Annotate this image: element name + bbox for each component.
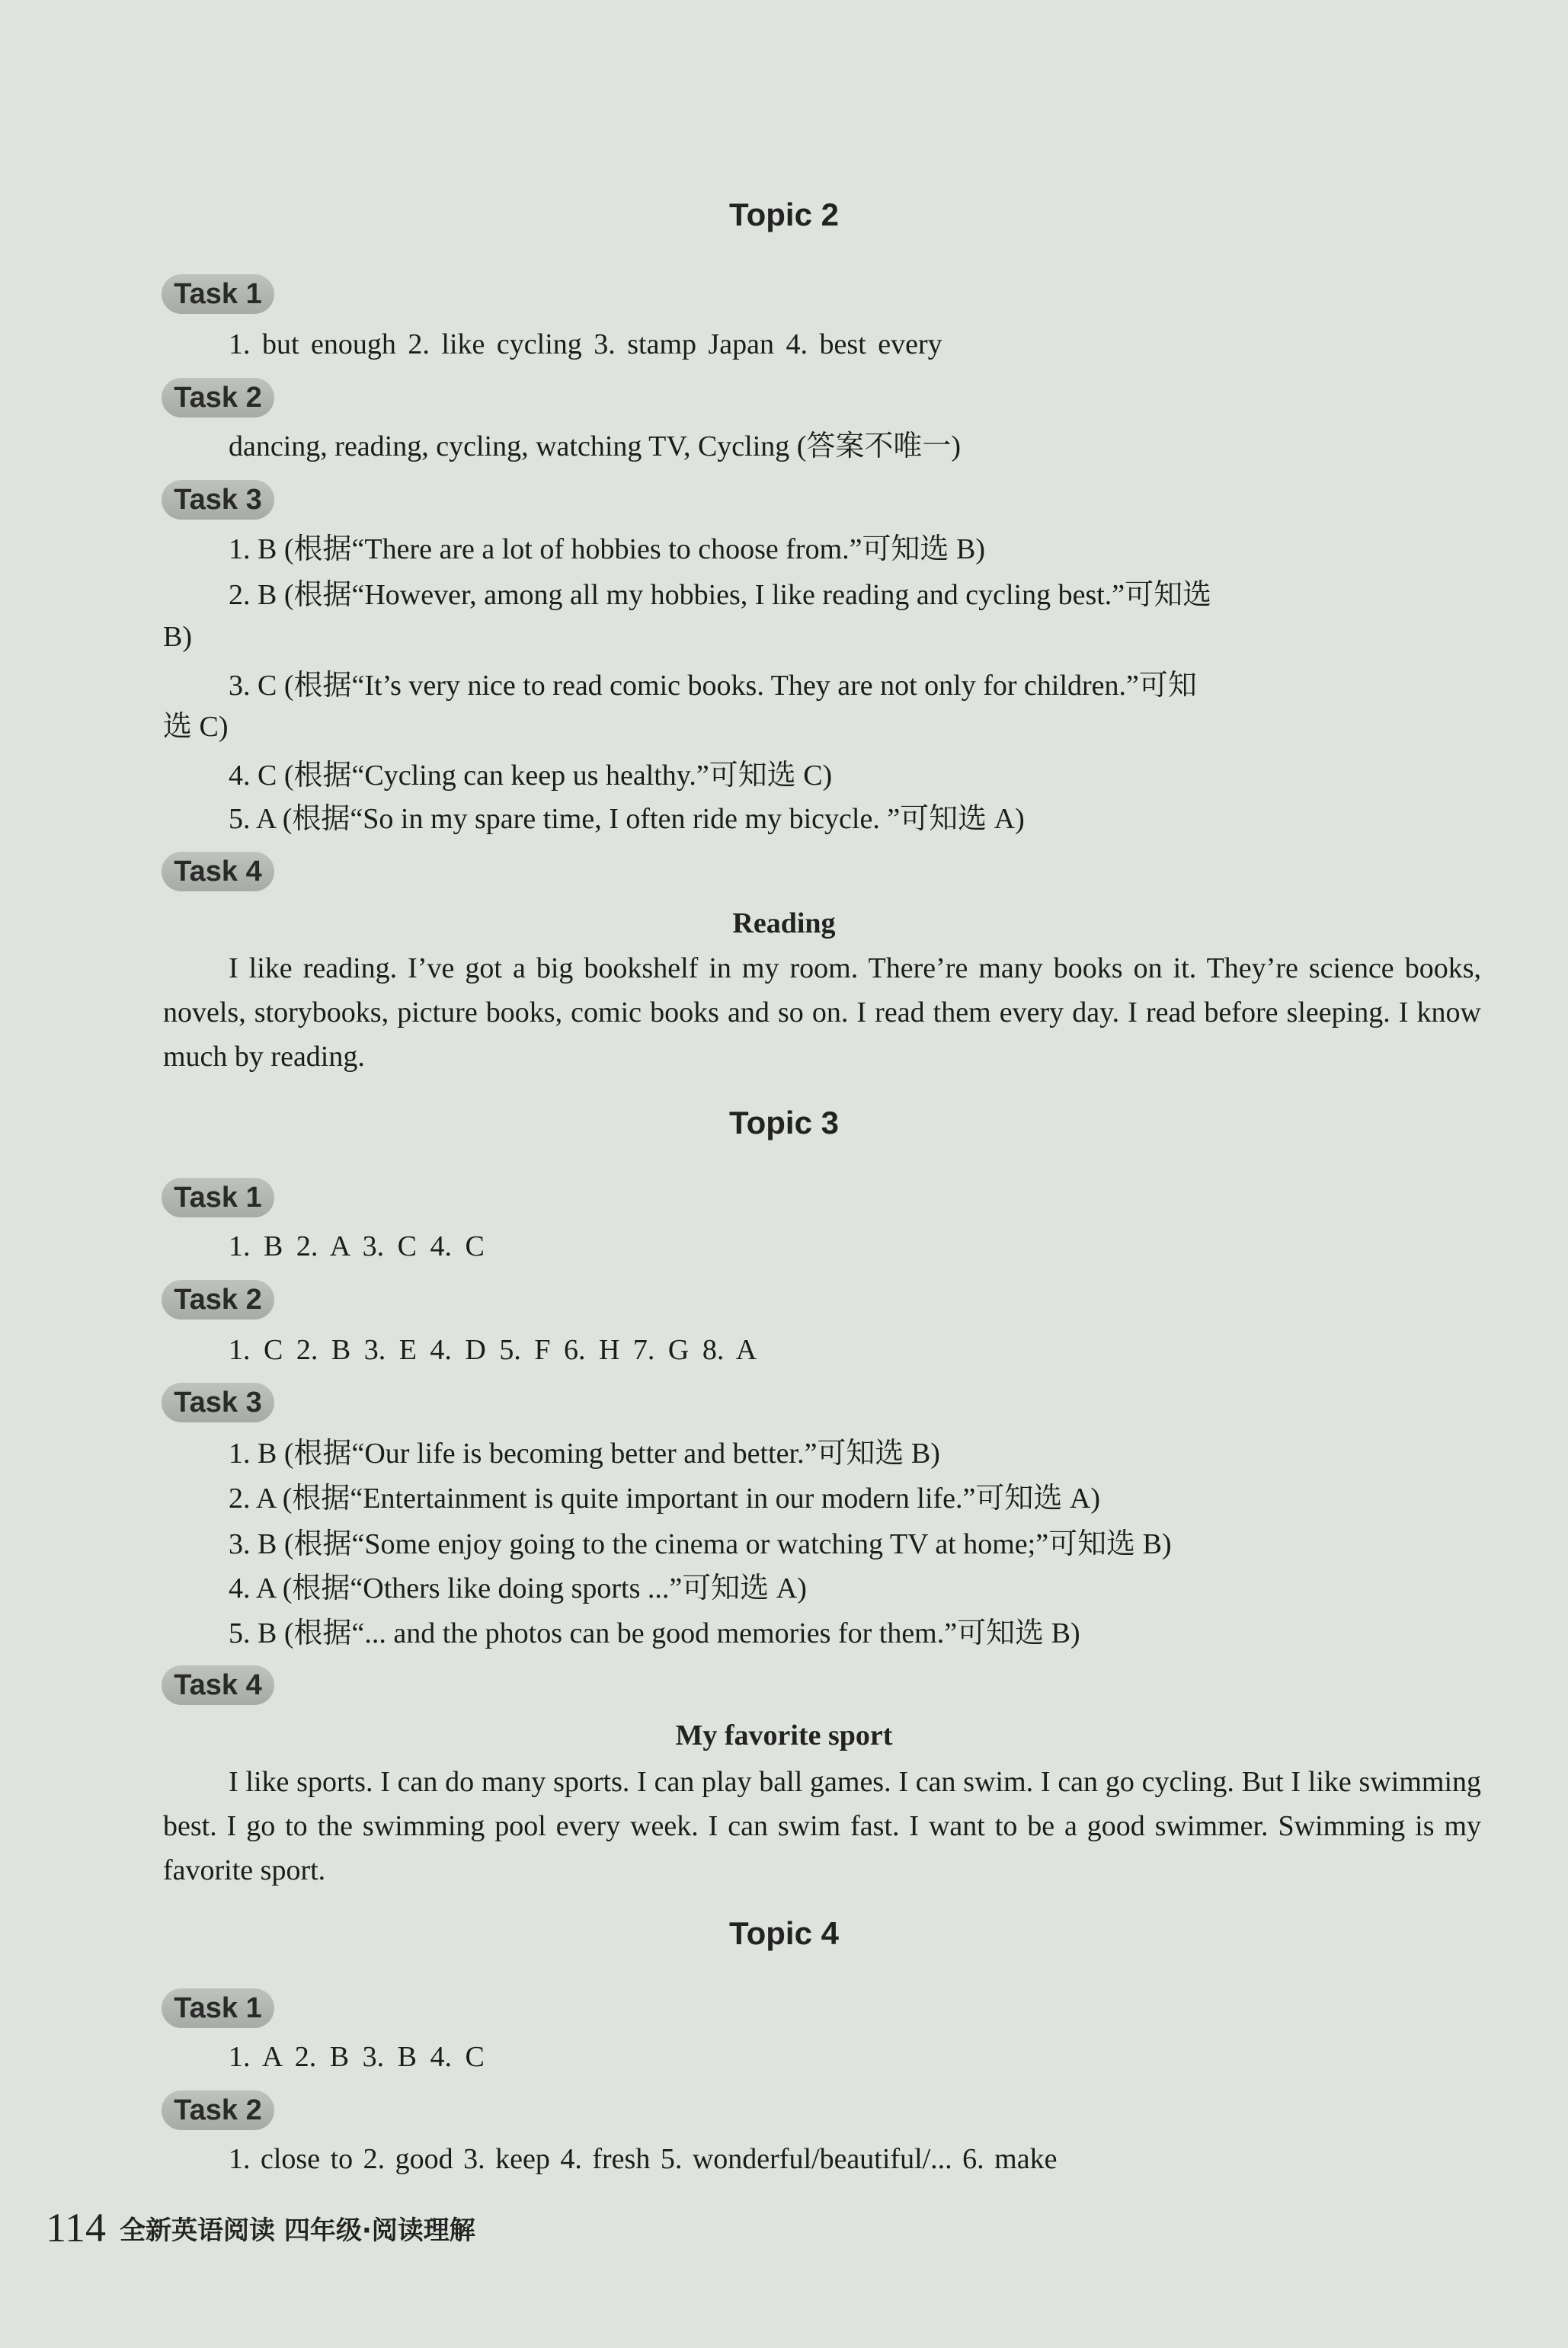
topic-2-task-4-badge: Task 4 <box>162 852 274 891</box>
reading-essay-text: I like reading. I’ve got a big bookshelf in my room. There’re many books on it. They’re science books, novels, storybooks, picture books, comic books and so on. I read them every day. I read before sleeping. I know much by reading. <box>163 952 1481 1073</box>
reading-essay-title: Reading <box>732 907 836 939</box>
topic-3-task-3-line-3: 3. B (根据“Some enjoy going to the cinema or watching TV at home;”可知选 B) <box>229 1528 1172 1560</box>
topic-3-task-3-line-4: 4. A (根据“Others like doing sports ...”可知选 A) <box>229 1572 807 1604</box>
topic-2-task-1-badge: Task 1 <box>162 274 274 314</box>
topic-3-task-2-answer: 1. C 2. B 3. E 4. D 5. F 6. H 7. G 8. A <box>229 1334 757 1366</box>
book-title: 全新英语阅读 四年级·阅读理解 <box>120 2215 475 2246</box>
topic-3-task-1-answer: 1. B 2. A 3. C 4. C <box>229 1230 485 1262</box>
topic-4-title: Topic 4 <box>729 1915 839 1951</box>
reading-essay <box>163 946 1481 1079</box>
my-favorite-sport-essay <box>163 1760 1481 1892</box>
topic-2-task-3-line-3-cont: 选 C) <box>163 711 229 743</box>
topic-2-task-2-badge: Task 2 <box>162 378 274 417</box>
topic-3-task-4-badge: Task 4 <box>162 1665 274 1705</box>
page-number: 114 <box>46 2205 106 2250</box>
topic-2-task-1-answer: 1. but enough 2. like cycling 3. stamp Japan 4. best every <box>229 328 942 360</box>
topic-2-task-3-line-5: 5. A (根据“So in my spare time, I often ride my bicycle. ”可知选 A) <box>229 803 1025 835</box>
my-favorite-sport-text: I like sports. I can do many sports. I can play ball games. I can swim. I can go cycling. But I like swimming best. I go to the swimming pool every week. I can swim fast. I want to be a good swimmer. Swimming is my favorite sport. <box>163 1766 1481 1886</box>
topic-3-task-3-line-1: 1. B (根据“Our life is becoming better and better.”可知选 B) <box>229 1438 940 1470</box>
topic-4-task-1-badge: Task 1 <box>162 1988 274 2028</box>
topic-3-task-1-badge: Task 1 <box>162 1178 274 1217</box>
topic-4-task-1-answer: 1. A 2. B 3. B 4. C <box>229 2041 485 2073</box>
topic-2-task-3-line-3: 3. C (根据“It’s very nice to read comic books. They are not only for children.”可知 <box>229 670 1197 702</box>
topic-2-task-3-line-1: 1. B (根据“There are a lot of hobbies to choose from.”可知选 B) <box>229 533 986 565</box>
topic-2-title: Topic 2 <box>729 197 839 232</box>
topic-3-task-3-line-2: 2. A (根据“Entertainment is quite important in our modern life.”可知选 A) <box>229 1483 1100 1515</box>
topic-2-task-3-line-4: 4. C (根据“Cycling can keep us healthy.”可知选 C) <box>229 760 833 792</box>
my-favorite-sport-title: My favorite sport <box>675 1719 893 1751</box>
topic-3-task-3-line-5: 5. B (根据“... and the photos can be good memories for them.”可知选 B) <box>229 1617 1080 1649</box>
topic-2-task-2-answer: dancing, reading, cycling, watching TV, Cycling (答案不唯一) <box>229 430 962 462</box>
topic-2-task-3-badge: Task 3 <box>162 480 274 520</box>
topic-3-task-2-badge: Task 2 <box>162 1280 274 1320</box>
topic-4-task-2-answer: 1. close to 2. good 3. keep 4. fresh 5. wonderful/beautiful/... 6. make <box>229 2143 1058 2175</box>
topic-3-task-3-badge: Task 3 <box>162 1383 274 1422</box>
page-footer <box>46 2204 475 2251</box>
topic-2-task-3-line-2-cont: B) <box>163 621 192 653</box>
topic-3-title: Topic 3 <box>729 1105 839 1140</box>
topic-4-task-2-badge: Task 2 <box>162 2090 274 2130</box>
topic-2-task-3-line-2: 2. B (根据“However, among all my hobbies, I like reading and cycling best.”可知选 <box>229 579 1212 611</box>
